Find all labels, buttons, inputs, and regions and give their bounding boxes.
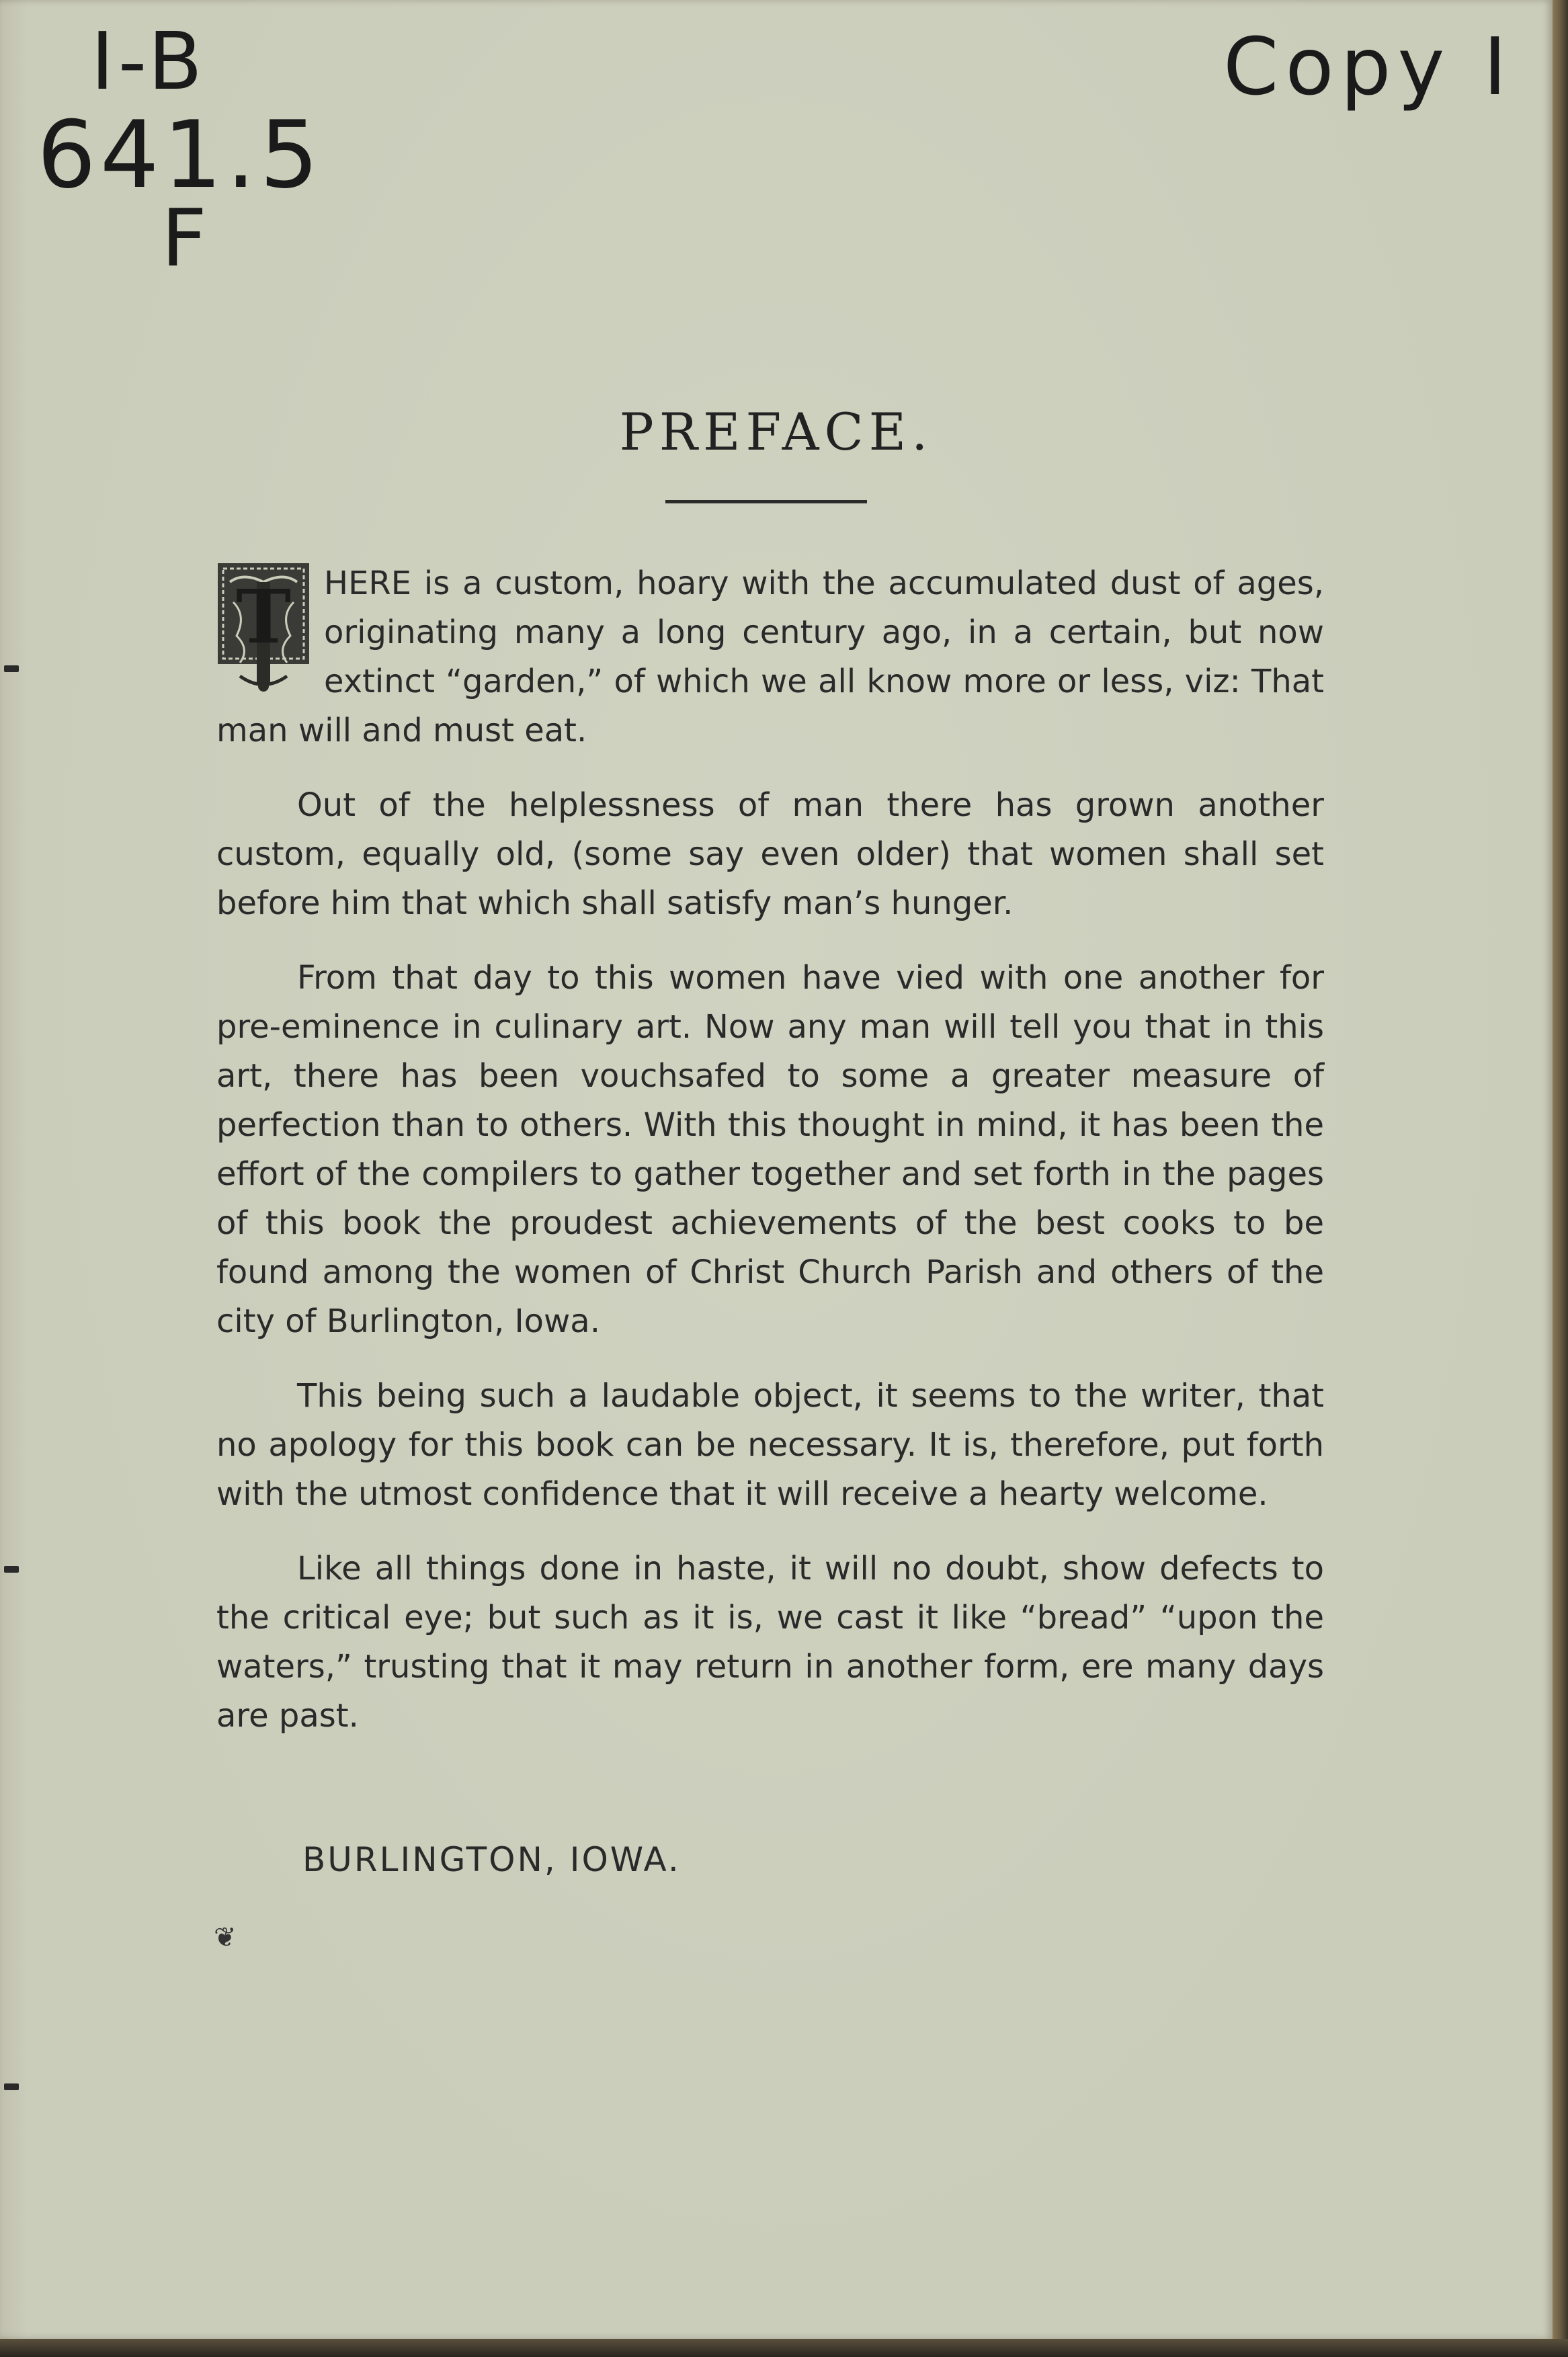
paragraph-5: Like all things done in haste, it will no doubt, show defects to the critical eye; but such as it is, we cast it like “bread” “upon the waters,” trusting that it may return in another form, ere many days are past. <box>216 1550 1324 1735</box>
paragraph-1-text: HERE is a custom, hoary with the accumulated dust of ages, originating many a long century ago, in a certain, but now extinct “garden,” of which we all know more or less, viz: That man will and must eat. <box>216 565 1324 749</box>
call-number-line2: 641.5 <box>37 101 323 209</box>
paragraph-2: Out of the helplessness of man there has grown another custom, equally old, (some say even older) that women shall set before him that which shall satisfy man’s hunger. <box>216 786 1324 922</box>
svg-text:T: T <box>236 573 291 660</box>
ornate-dropcap <box>216 562 311 696</box>
ornate-t-icon <box>216 562 311 696</box>
call-number-line3: F <box>161 192 211 284</box>
call-number-line1: I-B <box>91 15 207 108</box>
margin-mark <box>4 2083 19 2090</box>
page-edge <box>1553 0 1568 2357</box>
paragraph-4: This being such a laudable object, it seems to the writer, that no apology for this book can be necessary. It is, therefore, put forth with the utmost confidence that it will receive a hearty welcome. <box>216 1377 1324 1513</box>
page-title: PREFACE. <box>619 402 934 462</box>
margin-mark <box>4 665 19 672</box>
flower-ornament-icon: ❦ <box>214 1922 237 1953</box>
page-bottom-edge <box>0 2339 1568 2357</box>
margin-mark <box>4 1566 19 1573</box>
title-rule <box>665 500 867 503</box>
place-signature: BURLINGTON, IOWA. <box>302 1840 681 1879</box>
paragraph-1 <box>216 559 1324 755</box>
copy-annotation: Copy I <box>1223 20 1514 113</box>
paragraph-3: From that day to this women have vied with one another for pre-eminence in culinary art. Now any man will tell you that in this art, there has been vouchsafed to some a greater measure of perfection than to others. With this thought in mind, it has been the effort of the compilers to gather together and set forth in the pages of this book the proudest achievements of the best cooks to be found among the women of Christ Church Parish and others of the city of Burlington, Iowa. <box>216 959 1324 1340</box>
preface-body <box>216 559 1324 1766</box>
